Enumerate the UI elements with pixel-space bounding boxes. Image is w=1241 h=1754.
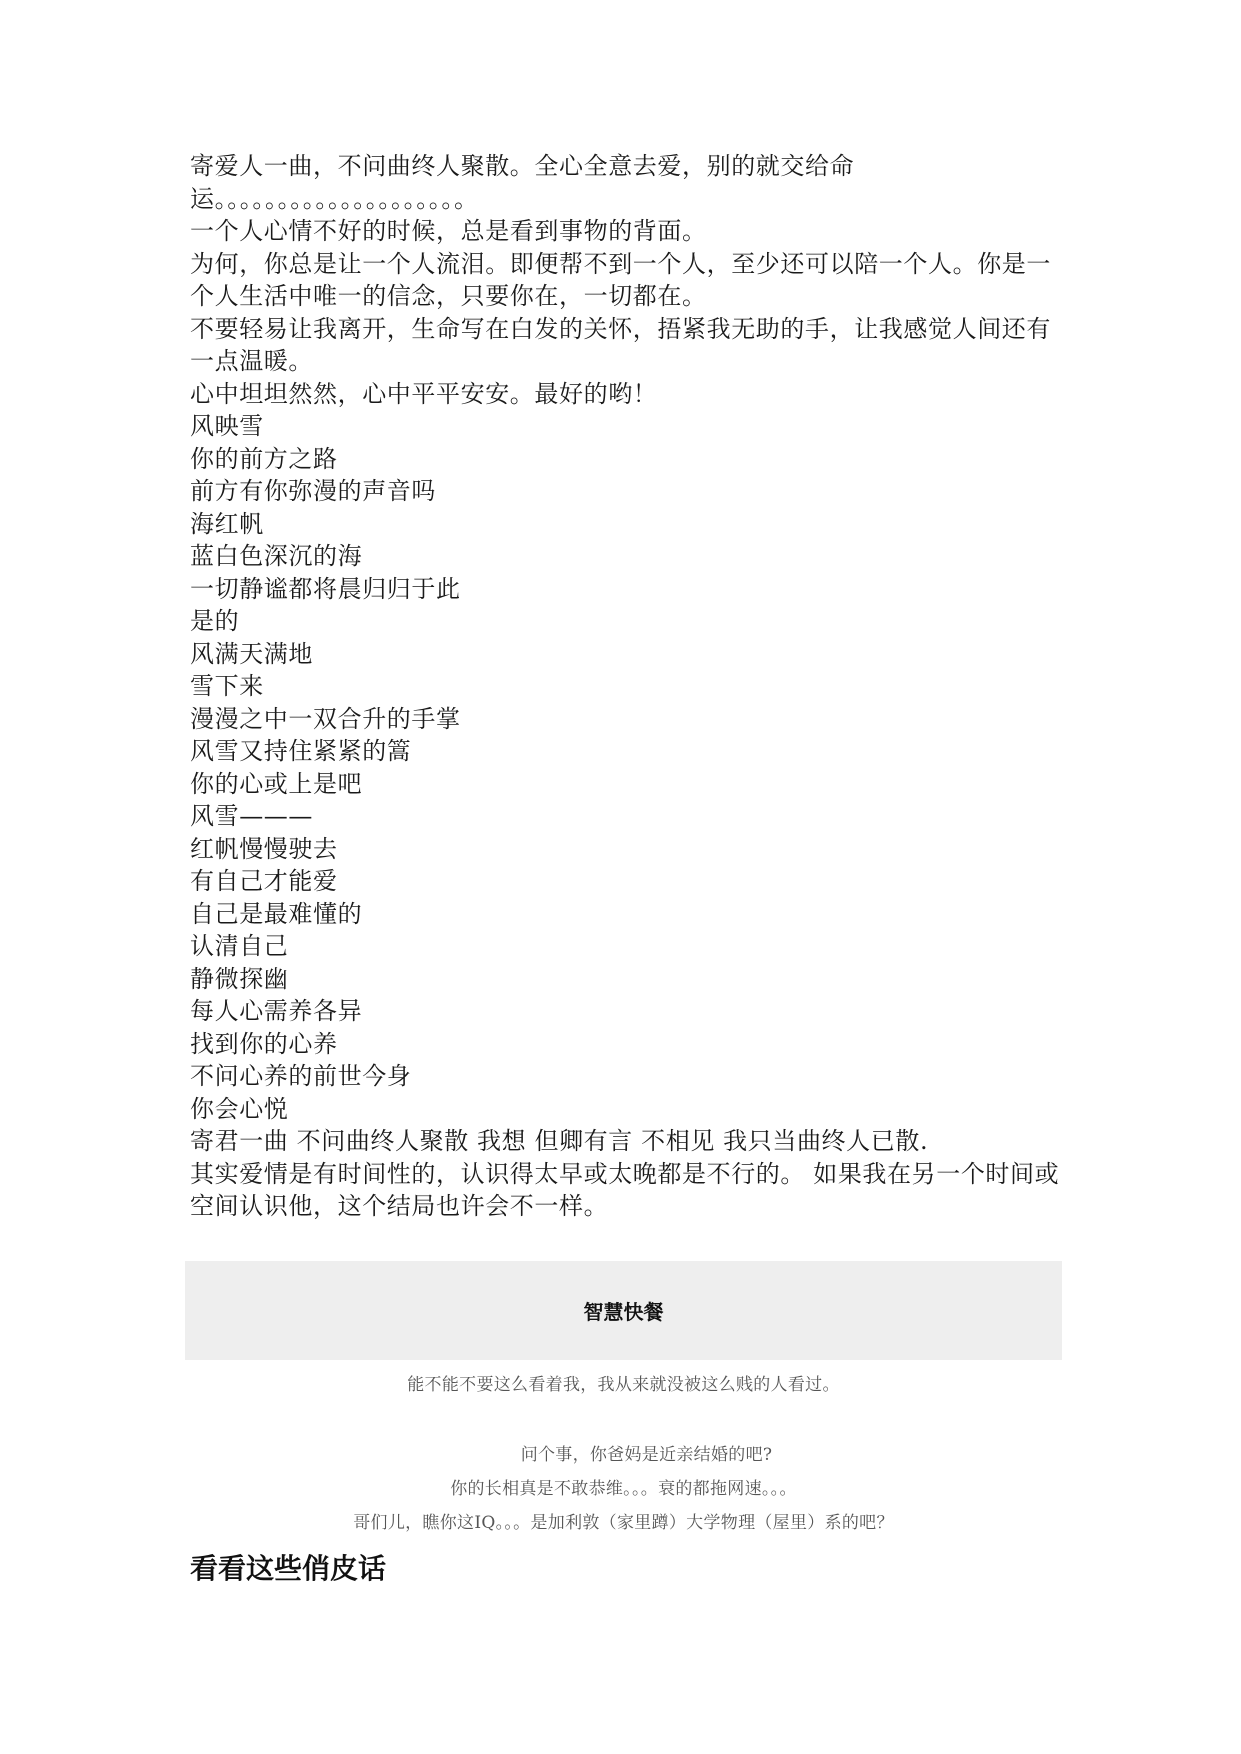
- quote-line: 哥们儿，瞧你这IQ。。。是加利敦（家里蹲）大学物理（屋里）系的吧？: [353, 1513, 894, 1533]
- poem-line: 风雪———: [190, 802, 313, 830]
- poem-line: 有自己才能爱: [190, 867, 338, 895]
- poem-line: 风满天满地: [190, 639, 313, 668]
- paragraph: 其实爱情是有时间性的，认识得太早或太晚都是不行的。 如果我在另一个时间或空间认识他，这个结局也许会不一样。: [190, 1159, 1060, 1220]
- poem-line: 不问心养的前世今身: [190, 1062, 412, 1090]
- poem-line: 是的: [190, 607, 240, 635]
- poem-line: 红帆慢慢驶去: [190, 834, 338, 863]
- quote-line: 你的长相真是不敢恭维。。。衰的都拖网速。。。: [450, 1479, 797, 1499]
- paragraph: 心中坦坦然然，心中平平安安。最好的哟！: [190, 379, 658, 408]
- poem-line: 风雪又持住紧紧的篙: [190, 737, 412, 765]
- paragraph: 寄爱人一曲，不问曲终人聚散。全心全意去爱，别的就交给命运。。。。。。。。。。。。。。。。。。。。: [190, 152, 855, 213]
- poem-line: 你的心或上是吧: [190, 769, 363, 798]
- poem-line: 自己是最难懂的: [190, 899, 363, 928]
- poem-line: 认清自己: [190, 932, 289, 960]
- poem-line: 风映雪: [190, 412, 264, 440]
- poem-line: 每人心需养各异: [190, 997, 363, 1025]
- poem-line: 找到你的心养: [190, 1029, 338, 1058]
- banner-caption: 能不能不要这么看着我，我从来就没被这么贱的人看过。: [407, 1375, 840, 1395]
- section-heading: 看看这些俏皮话: [190, 1552, 387, 1585]
- poem-line: 漫漫之中一双合升的手掌: [190, 704, 461, 733]
- poem-line: 一切静谧都将晨归归于此: [190, 574, 461, 603]
- section-banner: [185, 1261, 1062, 1360]
- poem-line: 雪下来: [190, 672, 264, 700]
- quote-line: 问个事，你爸妈是近亲结婚的吧?: [520, 1445, 773, 1465]
- poem-line: 静微探幽: [190, 964, 289, 993]
- paragraph: 不要轻易让我离开，生命写在白发的关怀，捂紧我无助的手，让我感觉人间还有一点温暖。: [190, 314, 1051, 375]
- poem-line: 你会心悦: [190, 1094, 289, 1123]
- poem-line: 海红帆: [190, 509, 264, 538]
- poem-line: 蓝白色深沉的海: [190, 542, 363, 570]
- paragraph: 一个人心情不好的时候，总是看到事物的背面。: [190, 217, 707, 245]
- paragraph: 为何，你总是让一个人流泪。即便帮不到一个人，至少还可以陪一个人。你是一个人生活中唯一的信念，只要你在，一切都在。: [190, 249, 1051, 310]
- paragraph: 寄君一曲 不问曲终人聚散 我想 但卿有言 不相见 我只当曲终人已散.: [190, 1127, 929, 1155]
- banner-title: 智慧快餐: [583, 1300, 664, 1324]
- poem-line: 前方有你弥漫的声音吗: [190, 477, 436, 505]
- poem-line: 你的前方之路: [190, 444, 338, 473]
- main-text-block: [190, 150, 1070, 1223]
